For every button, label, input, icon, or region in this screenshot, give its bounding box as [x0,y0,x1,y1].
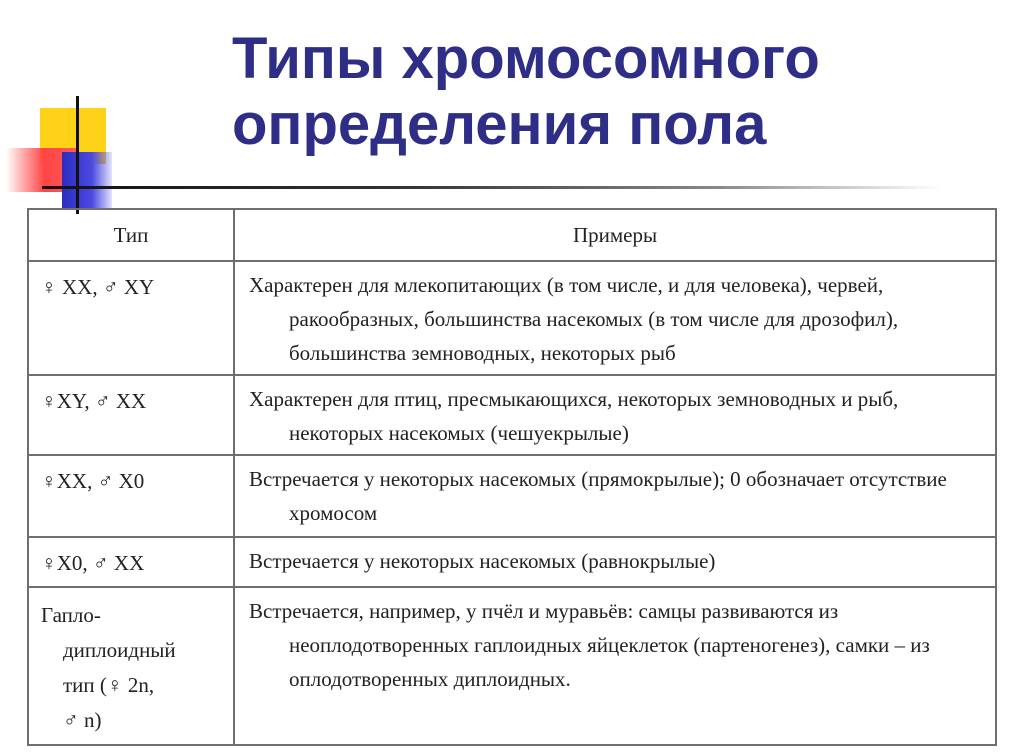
examples-text: Характерен для млекопитающих (в том числе, и для человека), червей, ракообразных, большинства насекомых (в том числе для дрозофил), большинства земноводных, некоторых рыб [249,273,899,365]
header-examples: Примеры [234,209,996,261]
table-header-row [28,209,996,261]
decor-blue-square [62,152,112,210]
slide-title-line-1: Типы хромосомного [232,26,820,91]
decor-horizontal-line [42,186,942,189]
cell-examples [234,587,996,745]
table-row [28,375,996,455]
cell-examples [234,537,996,587]
type-line: Гапло- [41,603,101,627]
cell-examples [234,455,996,537]
header-type: Тип [28,209,234,261]
examples-text: Встречается у некоторых насекомых (равнокрылые) [249,549,716,573]
cell-type: ♀X0, ♂ XX [28,537,234,587]
slide-title-line-2: определения пола [232,92,767,157]
table-row [28,455,996,537]
table-row [28,261,996,375]
slide-title [232,26,932,158]
examples-text: Характерен для птиц, пресмыкающихся, некоторых земноводных и рыб, некоторых насекомых (чешуекрылые) [249,387,899,445]
chromosome-types-table [27,208,997,746]
table-row [28,537,996,587]
type-line: ♂ n) [63,708,102,732]
cell-type [28,587,234,745]
cell-examples [234,375,996,455]
table-row [28,587,996,745]
cell-type: ♀XX, ♂ X0 [28,455,234,537]
examples-text: Встречается у некоторых насекомых (прямокрылые); 0 обозначает отсутствие хромосом [249,467,947,525]
cell-type: ♀XY, ♂ XX [28,375,234,455]
decor-vertical-line [76,96,79,214]
type-line: диплоидный [63,638,176,662]
type-line: тип (♀ 2n, [63,673,155,697]
cell-type: ♀ XX, ♂ XY [28,261,234,375]
examples-text: Встречается, например, у пчёл и муравьёв: самцы развиваются из неоплодотворенных гаплоидных яйцеклеток (партеногенез), самки – из оплодотворенных диплоидных. [249,599,930,691]
cell-examples [234,261,996,375]
